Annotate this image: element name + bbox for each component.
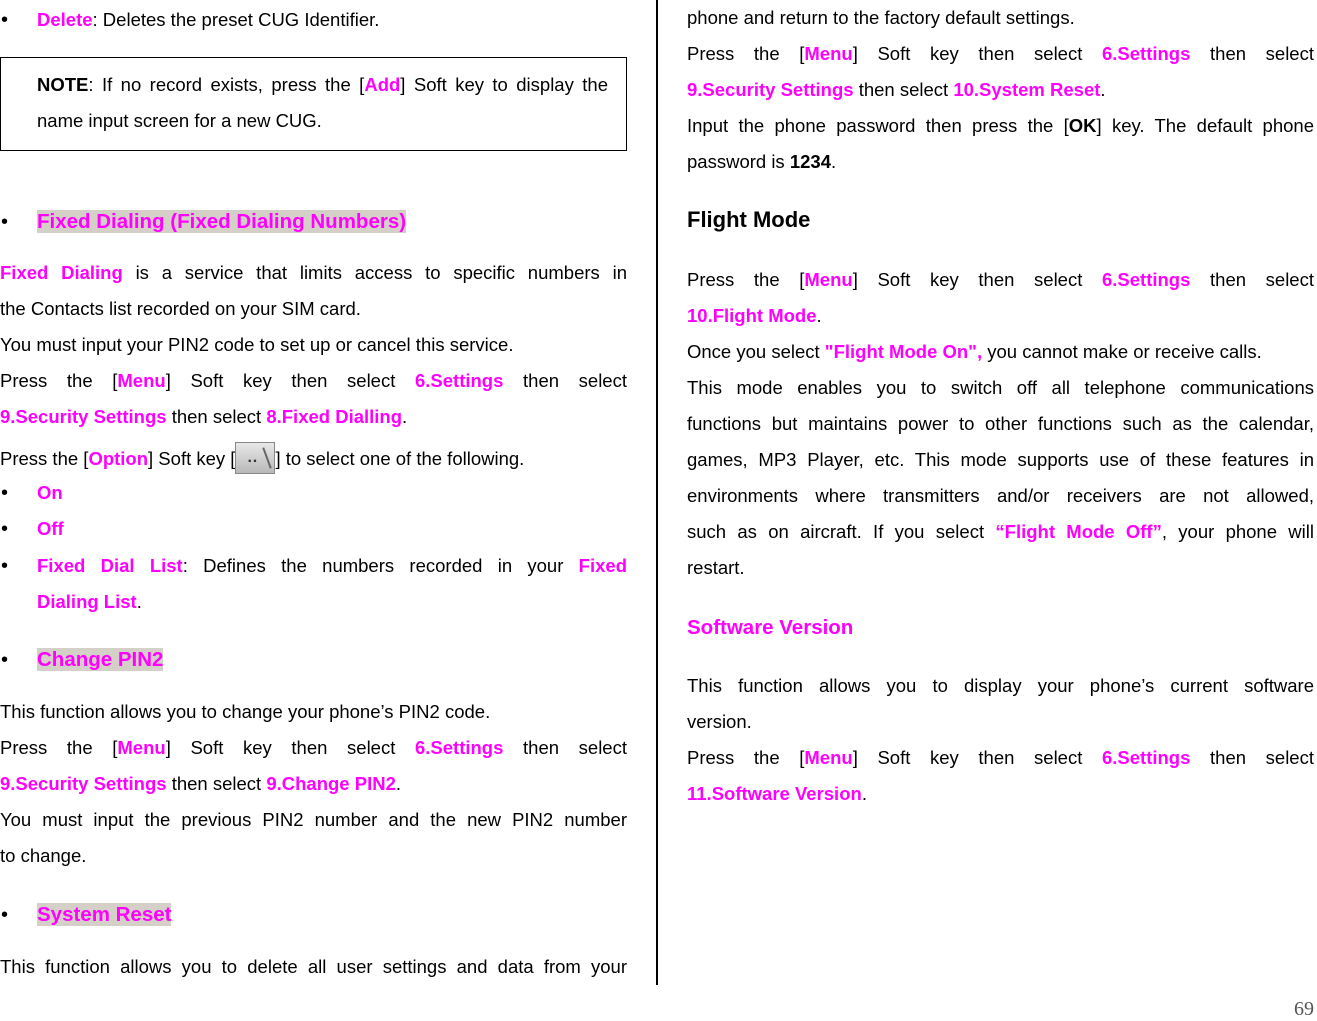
flight-mode-heading: Flight Mode: [687, 207, 811, 232]
change-pin2-body: This function allows you to change your phone’s PIN2 code. Press the [Menu] Soft key then select 6.Settings then select 9.Security Settings then select 9.Change PIN2. You must input the previous PIN2 number and the new PIN2 number to change.: [0, 701, 627, 866]
delete-bullet: • Delete: Deletes the preset CUG Identifier.: [1, 9, 380, 31]
system-reset-heading: • System Reset: [1, 903, 172, 926]
page-number: 69: [1294, 998, 1314, 1020]
option-on: • On: [1, 482, 63, 504]
option-softkey-icon: [235, 442, 275, 474]
option-off: • Off: [1, 518, 64, 540]
option-fixed-dial-list: • Fixed Dial List: Defines the numbers recorded in your Fixed Dialing List.: [1, 555, 627, 612]
system-reset-continued: phone and return to the factory default settings. Press the [Menu] Soft key then select 6.Settings then select 9.Security Settings then select 10.System Reset. Input the phone password then press the [OK] key. The default phone password is 1234.: [687, 7, 1314, 172]
note-box: NOTE: If no record exists, press the [Add] Soft key to display the name input screen for a new CUG.: [0, 57, 627, 151]
column-divider: [656, 0, 658, 985]
fixed-dialing-heading: • Fixed Dialing (Fixed Dialing Numbers): [1, 210, 407, 233]
software-version-heading: Software Version: [687, 616, 854, 639]
change-pin2-heading: • Change PIN2: [1, 648, 164, 671]
fixed-dialing-body: Fixed Dialing is a service that limits access to specific numbers in the Contacts list recorded on your SIM card. You must input your PIN2 code to set up or cancel this service. Press the [Menu] Soft key then select 6.Settings then select 9.Security Settings then select 8.Fixed Dialling. Press the [Option] Soft key [·· ] to select one of the following.: [0, 255, 627, 477]
software-version-body: This function allows you to display your phone’s current software version. Press the [Menu] Soft key then select 6.Settings then select 11.Software Version.: [687, 675, 1314, 804]
system-reset-body: This function allows you to delete all user settings and data from your: [0, 956, 627, 977]
flight-mode-body: Press the [Menu] Soft key then select 6.Settings then select 10.Flight Mode. Once you select "Flight Mode On", you cannot make or receive calls. This mode enables you to switch off all telephone communications functions but maintains power to other functions such as the calendar, games, MP3 Player, etc. This mode supports use of these features in environments where transmitters and/or receivers are not allowed, such as on aircraft. If you select “Flight Mode Off”, your phone will restart.: [687, 269, 1314, 578]
